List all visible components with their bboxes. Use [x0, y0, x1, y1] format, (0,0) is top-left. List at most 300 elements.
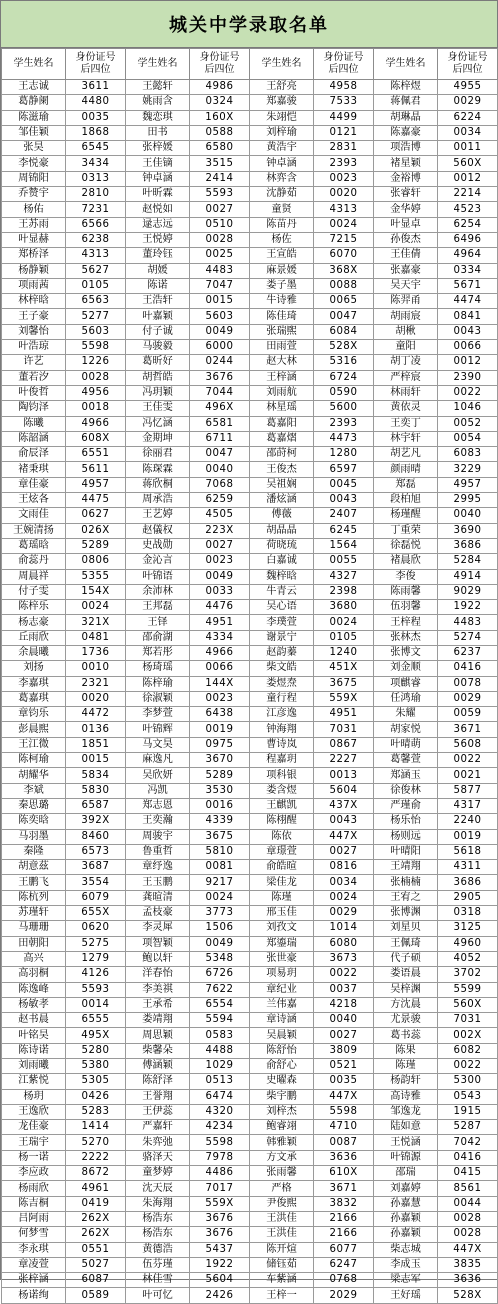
- id-last-four-cell: 2214: [438, 187, 498, 202]
- id-last-four-cell: 3690: [438, 523, 498, 538]
- student-name-cell: 钟卓涵: [126, 171, 190, 186]
- id-last-four-cell: 0027: [314, 1028, 374, 1043]
- id-last-four-cell: 2166: [314, 1211, 374, 1226]
- id-last-four-cell: 0318: [438, 906, 498, 921]
- table-row: [2, 278, 498, 293]
- student-name-cell: 刘孜文: [250, 921, 314, 936]
- id-last-four-cell: 0034: [314, 875, 374, 890]
- student-name-cell: 王志诚: [2, 80, 66, 95]
- student-name-cell: 娄靖翔: [126, 1013, 190, 1028]
- id-last-four-cell: 0419: [66, 1196, 126, 1211]
- id-last-four-cell: 4956: [66, 385, 126, 400]
- id-last-four-cell: 5287: [438, 1120, 498, 1135]
- student-name-cell: 孟枝豪: [126, 906, 190, 921]
- id-last-four-cell: 002X: [438, 1028, 498, 1043]
- id-last-four-cell: 4473: [314, 431, 374, 446]
- id-last-four-cell: 0481: [66, 630, 126, 645]
- id-last-four-cell: 0023: [190, 554, 250, 569]
- student-name-cell: 徐磊悦: [374, 538, 438, 553]
- student-name-cell: 冯凯: [126, 783, 190, 798]
- student-name-cell: 朱耀: [374, 707, 438, 722]
- table-row: [2, 1288, 498, 1303]
- table-row: [2, 232, 498, 247]
- id-last-four-cell: 4966: [66, 416, 126, 431]
- table-row: [2, 523, 498, 538]
- id-last-four-cell: 0590: [314, 385, 374, 400]
- id-last-four-cell: 5355: [66, 569, 126, 584]
- id-last-four-cell: 4499: [314, 110, 374, 125]
- student-name-cell: 俞皓暄: [250, 860, 314, 875]
- student-name-cell: 陈栩醒: [250, 814, 314, 829]
- id-last-four-cell: 8672: [66, 1166, 126, 1181]
- student-name-cell: 陈舒怡: [250, 1043, 314, 1058]
- id-last-four-cell: 0043: [314, 493, 374, 508]
- student-name-cell: 乔赞宇: [2, 187, 66, 202]
- student-name-cell: 杨瑾醒: [374, 508, 438, 523]
- student-name-cell: 吴心语: [250, 600, 314, 615]
- student-name-cell: 陈舒泽: [126, 1074, 190, 1089]
- student-name-cell: 吴欣妍: [126, 768, 190, 783]
- student-name-cell: 马羽墨: [2, 829, 66, 844]
- table-row: [2, 921, 498, 936]
- id-last-four-cell: 7031: [314, 722, 374, 737]
- student-name-cell: 张楠楠: [374, 875, 438, 890]
- table-row: [2, 156, 498, 171]
- table-row: [2, 906, 498, 921]
- student-name-cell: 杨佑: [2, 202, 66, 217]
- student-name-cell: 葛馨萱: [374, 753, 438, 768]
- id-last-four-cell: 4914: [438, 569, 498, 584]
- id-last-four-cell: 0024: [314, 217, 374, 232]
- student-name-cell: 王俊杰: [250, 462, 314, 477]
- student-name-cell: 韩雅颖: [250, 1135, 314, 1150]
- student-name-cell: 龙佳豪: [2, 1120, 66, 1135]
- id-last-four-cell: 2166: [314, 1227, 374, 1242]
- student-name-cell: 李悦豪: [2, 156, 66, 171]
- id-last-four-cell: 5599: [438, 982, 498, 997]
- id-last-four-cell: 0027: [190, 202, 250, 217]
- student-name-cell: 陈吉桐: [2, 1196, 66, 1211]
- id-last-four-cell: 2227: [314, 753, 374, 768]
- student-name-cell: 郑桥泽: [2, 248, 66, 263]
- student-name-cell: 钟卓涵: [250, 156, 314, 171]
- student-name-cell: 柴馨朵: [126, 1043, 190, 1058]
- table-row: [2, 1089, 498, 1104]
- id-last-four-cell: 7047: [190, 278, 250, 293]
- id-last-four-cell: 0011: [438, 141, 498, 156]
- table-row: [2, 707, 498, 722]
- student-name-cell: 胡意茲: [2, 860, 66, 875]
- id-last-four-cell: 0768: [314, 1273, 374, 1288]
- student-name-cell: 方文承: [250, 1150, 314, 1165]
- admission-table: [1, 48, 498, 1304]
- student-name-cell: 赵韵蓁: [250, 645, 314, 660]
- id-last-four-cell: 0816: [314, 860, 374, 875]
- id-last-four-cell: 6438: [190, 707, 250, 722]
- student-name-cell: 王舒亮: [250, 80, 314, 95]
- student-name-cell: 洋春怡: [126, 967, 190, 982]
- student-name-cell: 沈天辰: [126, 1181, 190, 1196]
- id-last-four-cell: 4480: [66, 95, 126, 110]
- table-row: [2, 1257, 498, 1272]
- id-last-four-cell: 3687: [66, 860, 126, 875]
- table-row: [2, 340, 498, 355]
- student-name-cell: 刘嘉婷: [374, 1181, 438, 1196]
- student-name-cell: 叶昕霖: [126, 187, 190, 202]
- student-name-cell: 周承浩: [126, 493, 190, 508]
- id-last-four-cell: 5618: [438, 844, 498, 859]
- id-last-four-cell: 0027: [190, 538, 250, 553]
- id-last-four-cell: 0045: [314, 477, 374, 492]
- student-name-cell: 王懿轩: [126, 80, 190, 95]
- id-last-four-cell: 0029: [314, 906, 374, 921]
- table-row: [2, 1120, 498, 1135]
- student-name-cell: 吴梓渊: [374, 982, 438, 997]
- id-last-four-cell: 5289: [66, 538, 126, 553]
- id-last-four-cell: 1279: [66, 951, 126, 966]
- table-header-row: [2, 49, 498, 80]
- id-last-four-cell: 7978: [190, 1150, 250, 1165]
- table-row: [2, 294, 498, 309]
- id-last-four-cell: 6551: [66, 447, 126, 462]
- id-last-four-cell: 5598: [66, 340, 126, 355]
- student-name-cell: 王子豪: [2, 309, 66, 324]
- id-last-four-cell: 5316: [314, 355, 374, 370]
- id-last-four-cell: 223X: [190, 523, 250, 538]
- id-last-four-cell: 5810: [190, 844, 250, 859]
- id-last-four-cell: 0035: [66, 110, 126, 125]
- id-last-four-cell: 5300: [438, 1074, 498, 1089]
- table-row: [2, 997, 498, 1012]
- id-last-four-cell: 0049: [190, 936, 250, 951]
- id-last-four-cell: 0416: [438, 661, 498, 676]
- id-last-four-cell: 144X: [190, 676, 250, 691]
- student-name-cell: 陈柯瑜: [2, 753, 66, 768]
- student-name-cell: 刘星贝: [374, 921, 438, 936]
- header-id-4: 身份证号 后四位: [438, 49, 498, 80]
- id-last-four-cell: 0014: [66, 997, 126, 1012]
- id-last-four-cell: 0018: [66, 401, 126, 416]
- student-name-cell: 李成玉: [374, 1257, 438, 1272]
- table-row: [2, 401, 498, 416]
- student-name-cell: 邹佳颖: [2, 125, 66, 140]
- student-name-cell: 丁重荣: [374, 523, 438, 538]
- student-name-cell: 孙嘉颖: [374, 1227, 438, 1242]
- id-last-four-cell: 0867: [314, 737, 374, 752]
- student-name-cell: 魏梓晗: [250, 569, 314, 584]
- id-last-four-cell: 026X: [66, 523, 126, 538]
- student-name-cell: 金沁言: [126, 554, 190, 569]
- student-name-cell: 张林杰: [374, 630, 438, 645]
- student-name-cell: 胡耀华: [2, 768, 66, 783]
- student-name-cell: 王伊蕊: [126, 1104, 190, 1119]
- student-name-cell: 文雨佳: [2, 508, 66, 523]
- student-name-cell: 刘雨曦: [2, 1059, 66, 1074]
- student-name-cell: 邢玉佳: [250, 906, 314, 921]
- id-last-four-cell: 3686: [438, 875, 498, 890]
- student-name-cell: 王承希: [126, 997, 190, 1012]
- table-row: [2, 1242, 498, 1257]
- id-last-four-cell: 2393: [314, 416, 374, 431]
- table-row: [2, 1013, 498, 1028]
- student-name-cell: 胡琳晶: [374, 110, 438, 125]
- table-row: [2, 982, 498, 997]
- student-name-cell: 葛静阑: [2, 95, 66, 110]
- student-name-cell: 叶显赫: [2, 232, 66, 247]
- id-last-four-cell: 2393: [314, 156, 374, 171]
- id-last-four-cell: 0059: [438, 707, 498, 722]
- student-name-cell: 徐俊林: [374, 783, 438, 798]
- student-name-cell: 王瑞宇: [2, 1135, 66, 1150]
- student-name-cell: 高羽桐: [2, 967, 66, 982]
- student-name-cell: 王佳镝: [126, 156, 190, 171]
- id-last-four-cell: 6087: [66, 1273, 126, 1288]
- student-name-cell: 程嘉玥: [250, 753, 314, 768]
- student-name-cell: 王铎: [126, 615, 190, 630]
- student-name-cell: 章纪业: [250, 982, 314, 997]
- id-last-four-cell: 559X: [314, 691, 374, 706]
- student-name-cell: 陈瑾: [250, 890, 314, 905]
- id-last-four-cell: 0078: [438, 676, 498, 691]
- id-last-four-cell: 6563: [66, 294, 126, 309]
- student-name-cell: 项浩博: [374, 141, 438, 156]
- student-name-cell: 严梓宸: [374, 370, 438, 385]
- id-last-four-cell: 0021: [438, 768, 498, 783]
- id-last-four-cell: 0012: [438, 355, 498, 370]
- id-last-four-cell: 4957: [438, 477, 498, 492]
- student-name-cell: 严瑾俞: [374, 798, 438, 813]
- student-name-cell: 叶浩琼: [2, 340, 66, 355]
- table-row: [2, 125, 498, 140]
- id-last-four-cell: 368X: [314, 263, 374, 278]
- id-last-four-cell: 4313: [314, 202, 374, 217]
- student-name-cell: 彭晨熙: [2, 722, 66, 737]
- id-last-four-cell: 5604: [314, 783, 374, 798]
- student-name-cell: 胡楸: [374, 324, 438, 339]
- table-row: [2, 814, 498, 829]
- student-name-cell: 黄德浩: [126, 1242, 190, 1257]
- student-name-cell: 麻逸凡: [126, 753, 190, 768]
- student-name-cell: 叶锦辉: [126, 722, 190, 737]
- id-last-four-cell: 1564: [314, 538, 374, 553]
- table-row: [2, 1074, 498, 1089]
- student-name-cell: 俞辰泽: [2, 447, 66, 462]
- student-name-cell: 叶晴萌: [374, 737, 438, 752]
- student-name-cell: 麻景媛: [250, 263, 314, 278]
- id-last-four-cell: 4475: [66, 493, 126, 508]
- id-last-four-cell: 608X: [66, 431, 126, 446]
- table-row: [2, 1211, 498, 1226]
- id-last-four-cell: 495X: [66, 1028, 126, 1043]
- table-row: [2, 217, 498, 232]
- student-name-cell: 姚雨含: [126, 95, 190, 110]
- id-last-four-cell: 5275: [66, 936, 126, 951]
- student-name-cell: 朱翊恺: [250, 110, 314, 125]
- id-last-four-cell: 0049: [190, 569, 250, 584]
- student-name-cell: 杨浩东: [126, 1227, 190, 1242]
- student-name-cell: 王洪佳: [250, 1227, 314, 1242]
- id-last-four-cell: 0054: [438, 431, 498, 446]
- id-last-four-cell: 4960: [438, 936, 498, 951]
- id-last-four-cell: 4483: [438, 615, 498, 630]
- id-last-four-cell: 1851: [66, 737, 126, 752]
- id-last-four-cell: 560X: [438, 997, 498, 1012]
- id-last-four-cell: 1736: [66, 645, 126, 660]
- student-name-cell: 何梦雪: [2, 1227, 66, 1242]
- student-name-cell: 项智颖: [126, 936, 190, 951]
- student-name-cell: 田书: [126, 125, 190, 140]
- id-last-four-cell: 6580: [190, 141, 250, 156]
- student-name-cell: 王宣皓: [250, 248, 314, 263]
- id-last-four-cell: 3611: [66, 80, 126, 95]
- id-last-four-cell: 0589: [66, 1288, 126, 1303]
- student-name-cell: 伍芬瑾: [126, 1257, 190, 1272]
- student-name-cell: 杨琦瑶: [126, 661, 190, 676]
- student-name-cell: 朱海翔: [126, 1196, 190, 1211]
- student-name-cell: 刘雨航: [250, 385, 314, 400]
- table-row: [2, 569, 498, 584]
- id-last-four-cell: 0035: [314, 1074, 374, 1089]
- student-name-cell: 张博渊: [374, 906, 438, 921]
- table-row: [2, 798, 498, 813]
- student-name-cell: 张梓媛: [126, 141, 190, 156]
- student-name-cell: 胡雨宸: [374, 309, 438, 324]
- id-last-four-cell: 6259: [190, 493, 250, 508]
- id-last-four-cell: 4474: [438, 294, 498, 309]
- id-last-four-cell: 1915: [438, 1104, 498, 1119]
- id-last-four-cell: 2240: [438, 814, 498, 829]
- table-row: [2, 309, 498, 324]
- id-last-four-cell: 0040: [190, 462, 250, 477]
- id-last-four-cell: 0024: [190, 890, 250, 905]
- id-last-four-cell: 3835: [438, 1257, 498, 1272]
- student-name-cell: 孙嘉颖: [374, 1211, 438, 1226]
- id-last-four-cell: 4986: [190, 80, 250, 95]
- table-row: [2, 416, 498, 431]
- table-row: [2, 936, 498, 951]
- id-last-four-cell: 4951: [314, 707, 374, 722]
- student-name-cell: 金裕博: [374, 171, 438, 186]
- id-last-four-cell: 0040: [314, 1013, 374, 1028]
- student-name-cell: 章纾逸: [126, 860, 190, 875]
- student-name-cell: 梁志军: [374, 1273, 438, 1288]
- id-last-four-cell: 528X: [314, 340, 374, 355]
- student-name-cell: 陈开煊: [250, 1242, 314, 1257]
- student-name-cell: 陶钧泽: [2, 401, 66, 416]
- student-name-cell: 吴晨颖: [250, 1028, 314, 1043]
- table-row: [2, 493, 498, 508]
- id-last-four-cell: 5594: [190, 1013, 250, 1028]
- id-last-four-cell: 7533: [314, 95, 374, 110]
- id-last-four-cell: 447X: [438, 1242, 498, 1257]
- student-name-cell: 李斌: [2, 783, 66, 798]
- student-name-cell: 尹俊熙: [250, 1196, 314, 1211]
- header-id-2: 身份证号 后四位: [190, 49, 250, 80]
- student-name-cell: 余晨曦: [2, 645, 66, 660]
- student-name-cell: 娄煜焘: [250, 676, 314, 691]
- student-name-cell: 赵书晨: [2, 1013, 66, 1028]
- student-name-cell: 项麒睿: [374, 676, 438, 691]
- id-last-four-cell: 3675: [190, 829, 250, 844]
- id-last-four-cell: 392X: [66, 814, 126, 829]
- student-name-cell: 王好瑶: [374, 1288, 438, 1303]
- student-name-cell: 王靖翔: [374, 860, 438, 875]
- id-last-four-cell: 0016: [190, 798, 250, 813]
- table-row: [2, 722, 498, 737]
- id-last-four-cell: 0513: [190, 1074, 250, 1089]
- student-name-cell: 王佩琦: [374, 936, 438, 951]
- student-name-cell: 王艺婷: [126, 508, 190, 523]
- student-name-cell: 陈佳琦: [250, 309, 314, 324]
- id-last-four-cell: 6082: [438, 1043, 498, 1058]
- student-name-cell: 严嘉轩: [126, 1120, 190, 1135]
- student-name-cell: 史曜森: [250, 1074, 314, 1089]
- table-row: [2, 768, 498, 783]
- student-name-cell: 葛嘉琪: [2, 691, 66, 706]
- student-name-cell: 马珊珊: [2, 921, 66, 936]
- student-name-cell: 赵大林: [250, 355, 314, 370]
- id-last-four-cell: 0015: [190, 294, 250, 309]
- id-last-four-cell: 0028: [438, 1227, 498, 1242]
- student-name-cell: 刘金顺: [374, 661, 438, 676]
- id-last-four-cell: 5627: [66, 263, 126, 278]
- id-last-four-cell: 0136: [66, 722, 126, 737]
- student-name-cell: 王邦磊: [126, 600, 190, 615]
- id-last-four-cell: 6084: [314, 324, 374, 339]
- id-last-four-cell: 3554: [66, 875, 126, 890]
- student-name-cell: 伍羽馨: [374, 600, 438, 615]
- id-last-four-cell: 0627: [66, 508, 126, 523]
- id-last-four-cell: 6237: [438, 645, 498, 660]
- student-name-cell: 胡艺凡: [374, 447, 438, 462]
- table-row: [2, 737, 498, 752]
- id-last-four-cell: 0049: [190, 324, 250, 339]
- id-last-four-cell: 6238: [66, 232, 126, 247]
- student-name-cell: 李灵犀: [126, 921, 190, 936]
- student-name-cell: 章佳豪: [2, 477, 66, 492]
- id-last-four-cell: 0029: [438, 691, 498, 706]
- student-name-cell: 金华婷: [374, 202, 438, 217]
- student-name-cell: 张世豪: [250, 951, 314, 966]
- student-name-cell: 柴文皓: [250, 661, 314, 676]
- id-last-four-cell: 6597: [314, 462, 374, 477]
- id-last-four-cell: 3515: [190, 156, 250, 171]
- student-name-cell: 章凌萱: [2, 1257, 66, 1272]
- student-name-cell: 李俊: [374, 569, 438, 584]
- student-name-cell: 赵悦如: [126, 202, 190, 217]
- id-last-four-cell: 4327: [314, 569, 374, 584]
- id-last-four-cell: 0027: [314, 844, 374, 859]
- student-name-cell: 林星瑶: [250, 401, 314, 416]
- student-name-cell: 车紫涵: [250, 1273, 314, 1288]
- student-name-cell: 陆如意: [374, 1120, 438, 1135]
- table-row: [2, 171, 498, 186]
- id-last-four-cell: 4052: [438, 951, 498, 966]
- student-name-cell: 李美祺: [126, 982, 190, 997]
- id-last-four-cell: 8460: [66, 829, 126, 844]
- table-row: [2, 110, 498, 125]
- id-last-four-cell: 3125: [438, 921, 498, 936]
- id-last-four-cell: 4476: [190, 600, 250, 615]
- student-name-cell: 陈雨馨: [374, 584, 438, 599]
- id-last-four-cell: 2407: [314, 508, 374, 523]
- student-name-cell: 王悦婷: [126, 232, 190, 247]
- student-name-cell: 叶可忆: [126, 1288, 190, 1303]
- student-name-cell: 陈奕晗: [2, 814, 66, 829]
- student-name-cell: 童阳: [374, 340, 438, 355]
- id-last-four-cell: 610X: [314, 1166, 374, 1181]
- student-name-cell: 王麒凯: [250, 798, 314, 813]
